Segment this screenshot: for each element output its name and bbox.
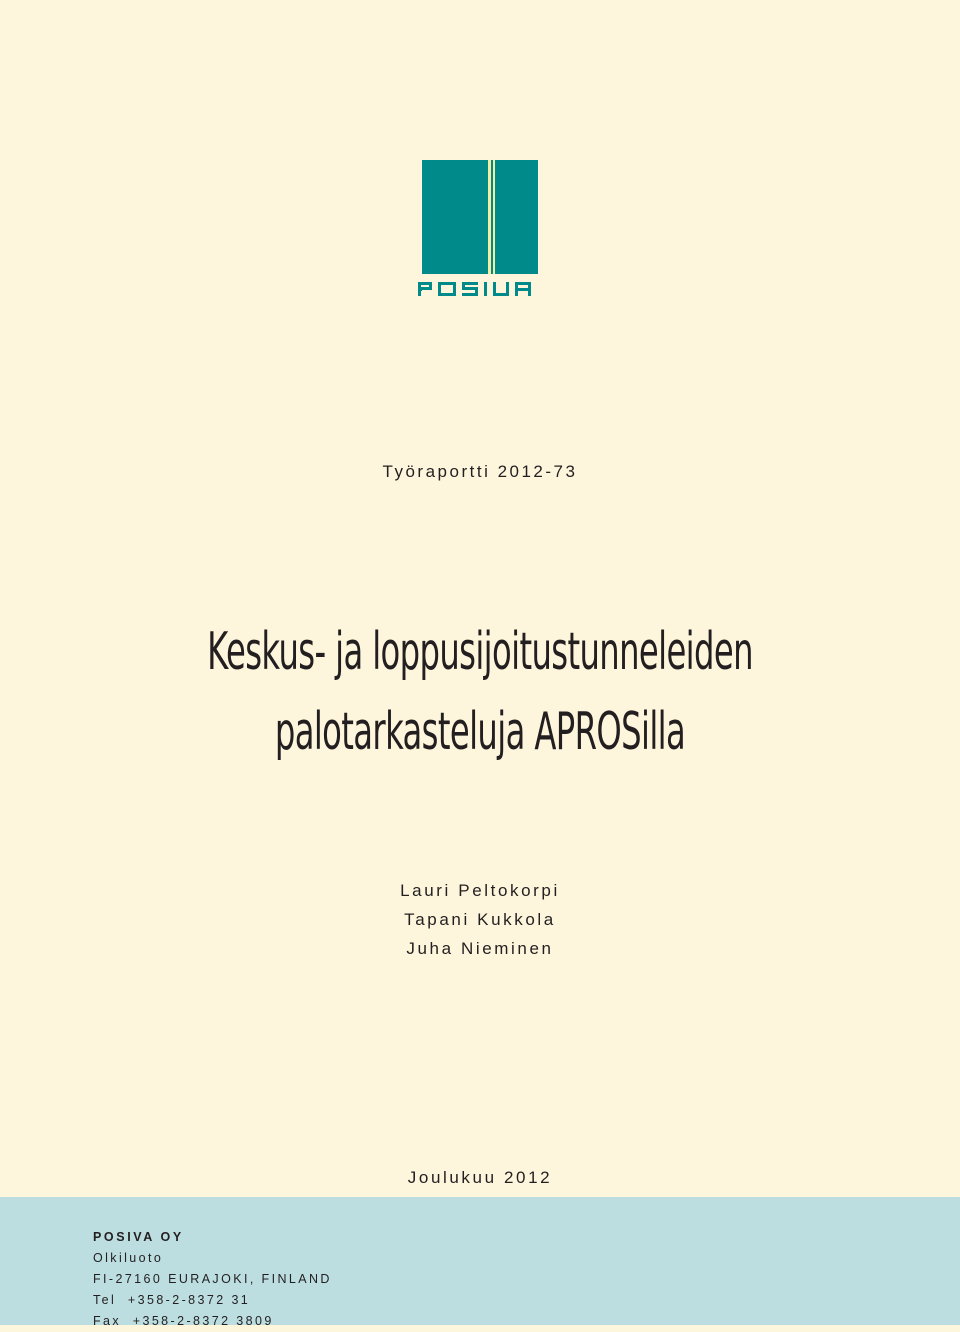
posiva-logo-mark [418, 158, 542, 300]
title-line-2: palotarkasteluja APROSilla [274, 702, 686, 762]
report-title [0, 612, 960, 772]
author-list [0, 876, 960, 963]
posiva-logo [418, 158, 542, 300]
author-name: Lauri Peltokorpi [400, 881, 560, 900]
company-name: POSIVA OY [93, 1230, 184, 1244]
company-address [93, 1227, 332, 1332]
publication-date: Joulukuu 2012 [407, 1168, 553, 1187]
author-name: Juha Nieminen [406, 939, 554, 958]
title-line-1: Keskus- ja loppusijoitustunneleiden [207, 622, 753, 682]
company-fax: Fax +358-2-8372 3809 [93, 1314, 274, 1328]
company-postal-address: FI-27160 EURAJOKI, FINLAND [93, 1272, 332, 1286]
company-telephone: Tel +358-2-8372 31 [93, 1293, 251, 1307]
report-number: Työraportti 2012-73 [382, 462, 578, 481]
company-place: Olkiluoto [93, 1251, 164, 1265]
author-name: Tapani Kukkola [404, 910, 556, 929]
footer-band [0, 1197, 960, 1328]
